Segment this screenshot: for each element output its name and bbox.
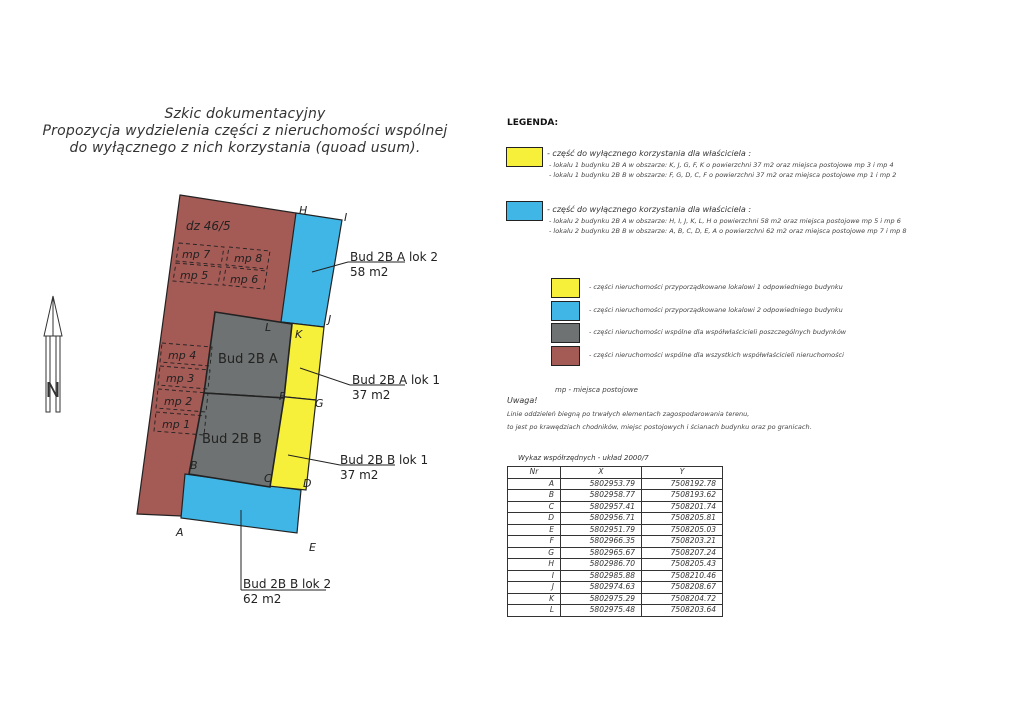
point-label-i: I	[344, 211, 348, 224]
north-arrow-label: N	[45, 378, 61, 402]
coord-nr: A	[508, 478, 561, 490]
parking-spot-label: mp 7	[182, 248, 211, 261]
point-label-b: B	[190, 459, 198, 472]
coord-y: 7508205.43	[642, 559, 723, 571]
coord-x: 5802986.70	[561, 559, 642, 571]
coord-nr: K	[508, 593, 561, 605]
coord-y: 7508201.74	[642, 501, 723, 513]
coord-x: 5802958.77	[561, 490, 642, 502]
coord-x: 5802974.63	[561, 582, 642, 594]
coord-y: 7508203.21	[642, 536, 723, 548]
coord-y: 7508193.62	[642, 490, 723, 502]
point-label-e: E	[309, 541, 316, 554]
table-row	[508, 513, 723, 525]
coord-nr: F	[508, 536, 561, 548]
parcel-label: dz 46/5	[186, 219, 231, 233]
legend-swatch-yellow	[506, 147, 543, 167]
coord-nr: I	[508, 570, 561, 582]
coord-x: 5802966.35	[561, 536, 642, 548]
coord-x: 5802951.79	[561, 524, 642, 536]
legend-blue-line-1: - część do wyłącznego korzystania dla właściciela :	[547, 205, 752, 214]
legend-yellow-line-1: - część do wyłącznego korzystania dla właściciela :	[547, 149, 752, 158]
parking-spot-label: mp 6	[230, 273, 259, 286]
legend-swatch-blue	[506, 201, 543, 221]
table-row	[508, 524, 723, 536]
coords-header-x: X	[561, 467, 642, 479]
legend-swatch-yellow-small	[551, 278, 580, 298]
point-label-j: J	[328, 313, 332, 326]
table-row	[508, 547, 723, 559]
coord-y: 7508203.64	[642, 605, 723, 617]
parking-spot-label: mp 5	[180, 269, 209, 282]
point-label-h: H	[299, 204, 308, 217]
coord-nr: G	[508, 547, 561, 559]
parking-spot-label: mp 3	[166, 372, 195, 385]
legend-title: LEGENDA:	[507, 118, 559, 128]
title-line-2: Propozycja wydzielenia części z nieruchomości wspólnej	[42, 123, 448, 139]
title-line-3: do wyłącznego z nich korzystania (quoad usum).	[69, 140, 421, 156]
table-row	[508, 593, 723, 605]
callout-b1-name: Bud 2B B lok 1	[340, 453, 429, 467]
legend-blue-line-2: - lokalu 2 budynku 2B A w obszarze: H, I, J, K, L, H o powierzchni 58 m2 oraz miejsca postojowe mp 5 i mp 6	[549, 217, 901, 225]
callout-a1-area: 37 m2	[352, 388, 391, 402]
legend-item-lok1: - części nieruchomości przyporządkowane lokalowi 1 odpowiedniego budynku	[589, 283, 843, 291]
point-label-a: A	[176, 526, 184, 539]
parking-spot-label: mp 8	[234, 252, 263, 265]
table-row	[508, 478, 723, 490]
coord-x: 5802985.88	[561, 570, 642, 582]
coord-y: 7508207.24	[642, 547, 723, 559]
callout-a2-area: 58 m2	[350, 265, 389, 279]
legend-mp-note: mp - miejsca postojowe	[555, 386, 638, 394]
legend-item-common: - części nieruchomości wspólne dla wszystkich współwłaścicieli nieruchomości	[589, 351, 844, 359]
building-b-label: Bud 2B B	[202, 432, 262, 447]
coord-x: 5802957.41	[561, 501, 642, 513]
coord-x: 5802975.29	[561, 593, 642, 605]
legend-note-2: to jest po krawędziach chodników, miejsc postojowych i ścianach budynku oraz po granicach.	[507, 423, 812, 431]
callout-b1-area: 37 m2	[340, 468, 379, 482]
coords-header-nr: Nr	[508, 467, 561, 479]
legend-blue-line-3: - lokalu 2 budynku 2B B w obszarze: A, B, C, D, E, A o powierzchni 62 m2 oraz miejsca postojowe mp 7 i mp 8	[549, 227, 907, 235]
coord-x: 5802953.79	[561, 478, 642, 490]
coords-caption: Wykaz współrzędnych - układ 2000/7	[518, 454, 649, 462]
legend-swatch-blue-small	[551, 301, 580, 321]
coord-nr: C	[508, 501, 561, 513]
coord-nr: D	[508, 513, 561, 525]
parking-spot-label: mp 4	[168, 349, 197, 362]
coords-table	[507, 466, 723, 617]
coord-nr: J	[508, 582, 561, 594]
coords-header-row	[508, 467, 723, 479]
callout-b2-name: Bud 2B B lok 2	[243, 577, 332, 591]
coords-header-y: Y	[642, 467, 723, 479]
legend-note-1: Linie oddzieleń biegną po trwałych elementach zagospodarowania terenu,	[507, 410, 750, 418]
legend-yellow-line-3: - lokalu 1 budynku 2B B w obszarze: F, G, D, C, F o powierzchni 37 m2 oraz miejsca postojowe mp 1 i mp 2	[549, 171, 897, 179]
table-row	[508, 490, 723, 502]
legend-item-lok2: - części nieruchomości przyporządkowane lokalowi 2 odpowiedniego budynku	[589, 306, 843, 314]
coord-nr: L	[508, 605, 561, 617]
callout-a1-name: Bud 2B A lok 1	[352, 373, 441, 387]
point-label-c: C	[264, 472, 272, 485]
parking-spot-label: mp 2	[164, 395, 193, 408]
coord-x: 5802965.67	[561, 547, 642, 559]
callout-a2-name: Bud 2B A lok 2	[350, 250, 439, 264]
coord-y: 7508192.78	[642, 478, 723, 490]
coord-nr: E	[508, 524, 561, 536]
coord-x: 5802956.71	[561, 513, 642, 525]
coord-y: 7508204.72	[642, 593, 723, 605]
title-line-1: Szkic dokumentacyjny	[164, 106, 326, 122]
building-a-label: Bud 2B A	[218, 352, 278, 367]
legend-yellow-line-2: - lokalu 1 budynku 2B A w obszarze: K, J, G, F, K o powierzchni 37 m2 oraz miejsca postojowe mp 3 i mp 4	[549, 161, 894, 169]
table-row	[508, 559, 723, 571]
coord-y: 7508205.81	[642, 513, 723, 525]
legend-swatch-gray	[551, 323, 580, 343]
point-label-g: G	[315, 397, 324, 410]
point-label-k: K	[295, 328, 303, 341]
table-row	[508, 570, 723, 582]
coord-nr: H	[508, 559, 561, 571]
table-row	[508, 501, 723, 513]
legend-uwaga: Uwaga!	[507, 396, 538, 405]
table-row	[508, 582, 723, 594]
parking-spot-label: mp 1	[162, 418, 191, 431]
point-label-l: L	[265, 321, 272, 334]
legend-swatch-brown	[551, 346, 580, 366]
coord-x: 5802975.48	[561, 605, 642, 617]
coord-y: 7508208.67	[642, 582, 723, 594]
north-arrow-icon	[44, 296, 62, 412]
coord-y: 7508205.03	[642, 524, 723, 536]
callout-b2-area: 62 m2	[243, 592, 282, 606]
point-label-f: F	[279, 390, 286, 403]
point-label-d: D	[303, 477, 312, 490]
legend-item-buildings: - części nieruchomości wspólne dla współwłaścicieli poszczególnych budynków	[589, 328, 847, 336]
table-row	[508, 605, 723, 617]
table-row	[508, 536, 723, 548]
coord-y: 7508210.46	[642, 570, 723, 582]
coord-nr: B	[508, 490, 561, 502]
